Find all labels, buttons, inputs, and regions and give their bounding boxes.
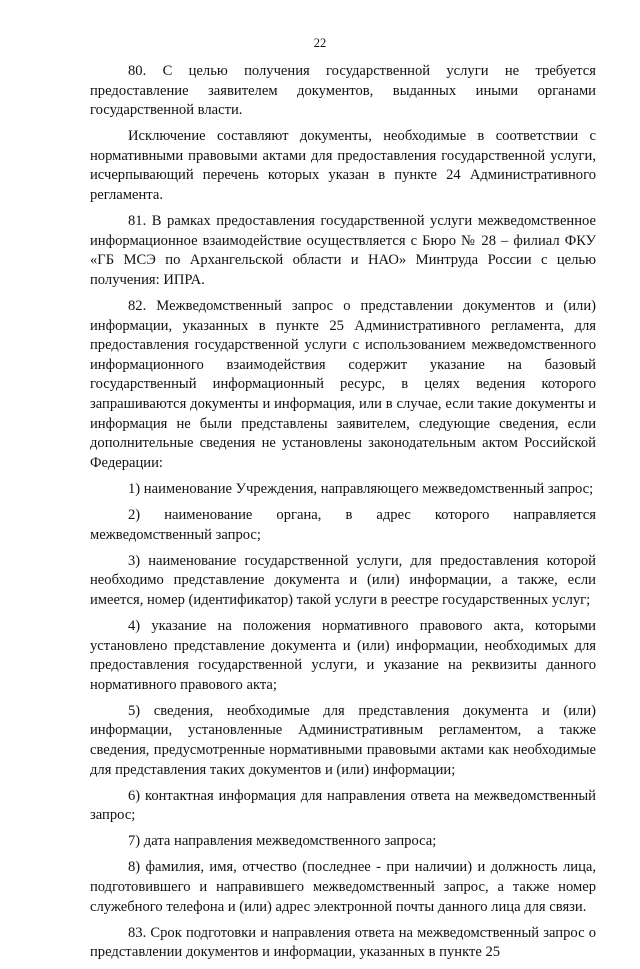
list-item-8: 8) фамилия, имя, отчество (последнее - при наличии) и должность лица, подготовившего и направившего межведомственный запрос, а также номер служебного телефона и (или) адрес электронной почты данного лица для связи. xyxy=(90,859,596,915)
list-item-1: 1) наименование Учреждения, направляющего межведомственный запрос; xyxy=(128,480,594,497)
paragraph-80-exception: Исключение составляют документы, необходимые в соответствии с нормативными правовыми актами для предоставления государственной услуги, исчерпывающий перечень которых указан в пункте 24 Административного регламента. xyxy=(90,128,596,204)
paragraph-81: 81. В рамках предоставления государственной услуги межведомственное информационное взаимодействие осуществляется с Бюро № 28 – филиал ФКУ «ГБ МСЭ по Архангельской области и НАО» Минтруда России с целью получения: ИПРА. xyxy=(90,213,596,288)
paragraph-82: 82. Межведомственный запрос о представлении документов и (или) информации, указанных в пункте 25 Административного регламента, для предоставления государственной услуги с использованием межведомственного информационного взаимодействия содержит указание на базовый государственный информационный ресурс, в целях ведения которого запрашиваются документы и информация, или в случае, если такие документы и информация не были представлены заявителем, следующие сведения, если дополнительные сведения не установлены законодательным актом Российской Федерации: xyxy=(90,298,596,471)
document-body xyxy=(90,62,596,969)
list-item-3: 3) наименование государственной услуги, для предоставления которой необходимо представление документа и (или) информации, а также, если имеется, номер (идентификатор) такой услуги в реестре государственных услуг; xyxy=(90,552,596,608)
list-item-5: 5) сведения, необходимые для представления документа и (или) информации, установленные Административным регламентом, а также сведения, предусмотренные нормативными правовыми актами как необходимые для представления таких документов и (или) информации; xyxy=(90,702,596,778)
list-item-7: 7) дата направления межведомственного запроса; xyxy=(128,833,437,850)
list-item-2: 2) наименование органа, в адрес которого направляется межведомственный запрос; xyxy=(90,506,596,543)
paragraph-83: 83. Срок подготовки и направления ответа на межведомственный запрос о представлении документов и информации, указанных в пункте 25 xyxy=(90,924,596,961)
list-item-4: 4) указание на положения нормативного правового акта, которыми установлено представление документа и (или) информации, необходимых для предоставления государственной услуги, и указание на реквизиты данного нормативного правового акта; xyxy=(90,617,596,693)
list-item-6: 6) контактная информация для направления ответа на межведомственный запрос; xyxy=(90,787,596,824)
page-number: 22 xyxy=(313,36,327,50)
paragraph-80: 80. С целью получения государственной услуги не требуется предоставление заявителем документов, выданных иными органами государственной власти. xyxy=(90,63,596,119)
